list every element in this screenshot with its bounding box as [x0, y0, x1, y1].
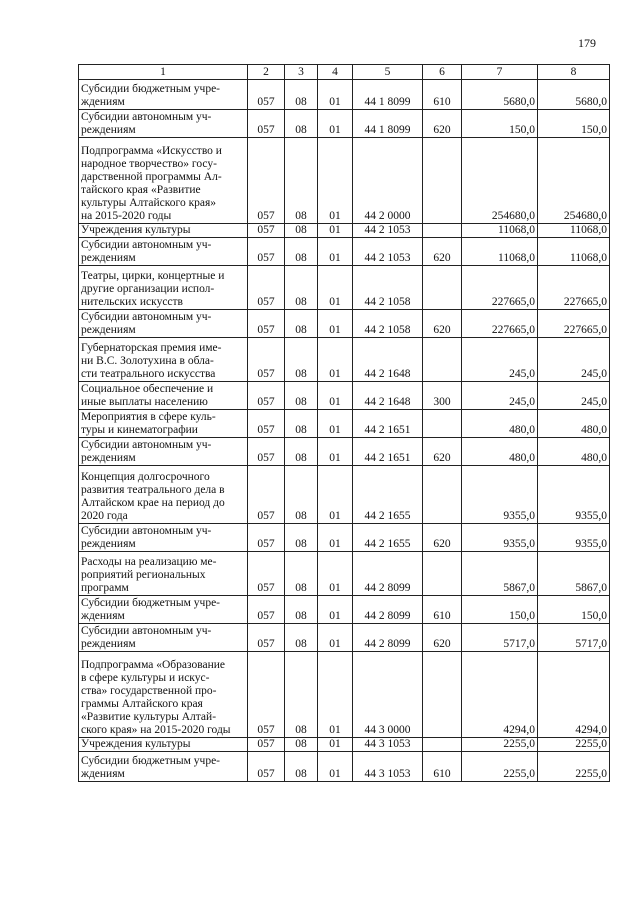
ministry-code-cell: 057	[248, 438, 285, 466]
amount-cell: 5717,0	[462, 624, 538, 652]
ministry-code-cell: 057	[248, 80, 285, 110]
section-code-cell: 08	[285, 410, 318, 438]
amount-cell: 227665,0	[462, 266, 538, 310]
column-header: 1	[79, 65, 248, 80]
amount-total-cell: 2255,0	[538, 738, 610, 752]
section-code-cell: 08	[285, 624, 318, 652]
amount-cell: 480,0	[462, 410, 538, 438]
section-code-cell: 08	[285, 652, 318, 738]
table-row	[79, 738, 610, 752]
table-header-row	[79, 65, 610, 80]
amount-cell: 227665,0	[462, 310, 538, 338]
amount-cell: 2255,0	[462, 738, 538, 752]
expense-type-cell	[423, 552, 462, 596]
column-header: 3	[285, 65, 318, 80]
amount-total-cell: 227665,0	[538, 266, 610, 310]
row-name-cell: Субсидии автономным уч- реждениям	[79, 524, 248, 552]
amount-total-cell: 254680,0	[538, 138, 610, 224]
section-code-cell: 08	[285, 310, 318, 338]
table-row	[79, 238, 610, 266]
table-row	[79, 138, 610, 224]
amount-total-cell: 5717,0	[538, 624, 610, 652]
amount-total-cell: 480,0	[538, 438, 610, 466]
amount-total-cell: 150,0	[538, 110, 610, 138]
table-row	[79, 80, 610, 110]
target-article-cell: 44 2 1655	[353, 466, 423, 524]
target-article-cell: 44 3 0000	[353, 652, 423, 738]
expense-type-cell	[423, 466, 462, 524]
subsection-code-cell: 01	[318, 80, 353, 110]
ministry-code-cell: 057	[248, 624, 285, 652]
row-name-cell: Субсидии автономным уч- реждениям	[79, 624, 248, 652]
amount-total-cell: 11068,0	[538, 238, 610, 266]
ministry-code-cell: 057	[248, 310, 285, 338]
amount-total-cell: 9355,0	[538, 524, 610, 552]
ministry-code-cell: 057	[248, 466, 285, 524]
subsection-code-cell: 01	[318, 652, 353, 738]
table-row	[79, 524, 610, 552]
page-number: 179	[578, 36, 596, 50]
row-name-cell: Субсидии автономным уч- реждениям	[79, 438, 248, 466]
column-header: 7	[462, 65, 538, 80]
table-row	[79, 596, 610, 624]
subsection-code-cell: 01	[318, 382, 353, 410]
expense-type-cell: 610	[423, 752, 462, 782]
amount-cell: 11068,0	[462, 238, 538, 266]
subsection-code-cell: 01	[318, 310, 353, 338]
amount-total-cell: 11068,0	[538, 224, 610, 238]
section-code-cell: 08	[285, 138, 318, 224]
amount-total-cell: 150,0	[538, 596, 610, 624]
amount-total-cell: 227665,0	[538, 310, 610, 338]
target-article-cell: 44 3 1053	[353, 738, 423, 752]
amount-total-cell: 480,0	[538, 410, 610, 438]
row-name-cell: Театры, цирки, концертные и другие организации испол- нительских искусств	[79, 266, 248, 310]
table-row	[79, 438, 610, 466]
row-name-cell: Подпрограмма «Образование в сфере культуры и искус- ства» государственной про- граммы Алтайского края «Развитие культуры Алтай- ского края» на 2015-2020 годы	[79, 652, 248, 738]
expense-type-cell: 610	[423, 596, 462, 624]
section-code-cell: 08	[285, 382, 318, 410]
ministry-code-cell: 057	[248, 752, 285, 782]
expense-type-cell: 620	[423, 524, 462, 552]
target-article-cell: 44 2 8099	[353, 596, 423, 624]
target-article-cell: 44 2 1655	[353, 524, 423, 552]
amount-cell: 480,0	[462, 438, 538, 466]
amount-total-cell: 245,0	[538, 382, 610, 410]
column-header: 5	[353, 65, 423, 80]
amount-total-cell: 9355,0	[538, 466, 610, 524]
subsection-code-cell: 01	[318, 266, 353, 310]
subsection-code-cell: 01	[318, 752, 353, 782]
row-name-cell: Субсидии автономным уч- реждениям	[79, 110, 248, 138]
section-code-cell: 08	[285, 752, 318, 782]
table-row	[79, 266, 610, 310]
expense-type-cell	[423, 138, 462, 224]
expense-type-cell: 620	[423, 238, 462, 266]
row-name-cell: Губернаторская премия име- ни В.С. Золотухина в обла- сти театрального искусства	[79, 338, 248, 382]
ministry-code-cell: 057	[248, 266, 285, 310]
expense-type-cell: 620	[423, 310, 462, 338]
ministry-code-cell: 057	[248, 738, 285, 752]
ministry-code-cell: 057	[248, 382, 285, 410]
column-header: 4	[318, 65, 353, 80]
row-name-cell: Субсидии бюджетным учре- ждениям	[79, 752, 248, 782]
row-name-cell: Социальное обеспечение и иные выплаты населению	[79, 382, 248, 410]
table-row	[79, 338, 610, 382]
amount-total-cell: 5867,0	[538, 552, 610, 596]
subsection-code-cell: 01	[318, 138, 353, 224]
target-article-cell: 44 2 1053	[353, 224, 423, 238]
section-code-cell: 08	[285, 238, 318, 266]
ministry-code-cell: 057	[248, 224, 285, 238]
ministry-code-cell: 057	[248, 552, 285, 596]
amount-cell: 9355,0	[462, 524, 538, 552]
table-row	[79, 382, 610, 410]
table-row	[79, 752, 610, 782]
target-article-cell: 44 1 8099	[353, 80, 423, 110]
table-body	[79, 80, 610, 782]
table-row	[79, 224, 610, 238]
section-code-cell: 08	[285, 738, 318, 752]
expense-type-cell	[423, 738, 462, 752]
target-article-cell: 44 3 1053	[353, 752, 423, 782]
column-header: 8	[538, 65, 610, 80]
budget-table	[78, 64, 610, 782]
amount-cell: 5867,0	[462, 552, 538, 596]
amount-total-cell: 245,0	[538, 338, 610, 382]
row-name-cell: Субсидии автономным уч- реждениям	[79, 238, 248, 266]
target-article-cell: 44 2 1058	[353, 266, 423, 310]
section-code-cell: 08	[285, 466, 318, 524]
row-name-cell: Подпрограмма «Искусство и народное творчество» госу- дарственной программы Ал- тайского края «Развитие культуры Алтайского края» на 2015-2020 годы	[79, 138, 248, 224]
amount-total-cell: 5680,0	[538, 80, 610, 110]
amount-cell: 9355,0	[462, 466, 538, 524]
row-name-cell: Расходы на реализацию ме- роприятий региональных программ	[79, 552, 248, 596]
target-article-cell: 44 2 8099	[353, 552, 423, 596]
table-row	[79, 410, 610, 438]
target-article-cell: 44 2 0000	[353, 138, 423, 224]
expense-type-cell	[423, 652, 462, 738]
subsection-code-cell: 01	[318, 238, 353, 266]
ministry-code-cell: 057	[248, 596, 285, 624]
expense-type-cell	[423, 410, 462, 438]
target-article-cell: 44 2 1058	[353, 310, 423, 338]
table-row	[79, 652, 610, 738]
amount-cell: 150,0	[462, 110, 538, 138]
ministry-code-cell: 057	[248, 410, 285, 438]
table-row	[79, 466, 610, 524]
expense-type-cell	[423, 224, 462, 238]
ministry-code-cell: 057	[248, 110, 285, 138]
amount-cell: 150,0	[462, 596, 538, 624]
amount-cell: 245,0	[462, 338, 538, 382]
subsection-code-cell: 01	[318, 552, 353, 596]
subsection-code-cell: 01	[318, 110, 353, 138]
table-row	[79, 552, 610, 596]
section-code-cell: 08	[285, 438, 318, 466]
target-article-cell: 44 2 1648	[353, 382, 423, 410]
ministry-code-cell: 057	[248, 652, 285, 738]
section-code-cell: 08	[285, 80, 318, 110]
subsection-code-cell: 01	[318, 410, 353, 438]
row-name-cell: Учреждения культуры	[79, 224, 248, 238]
row-name-cell: Мероприятия в сфере куль- туры и кинематографии	[79, 410, 248, 438]
ministry-code-cell: 057	[248, 138, 285, 224]
expense-type-cell	[423, 338, 462, 382]
target-article-cell: 44 2 1648	[353, 338, 423, 382]
target-article-cell: 44 2 1651	[353, 438, 423, 466]
table-row	[79, 624, 610, 652]
section-code-cell: 08	[285, 338, 318, 382]
section-code-cell: 08	[285, 266, 318, 310]
subsection-code-cell: 01	[318, 738, 353, 752]
subsection-code-cell: 01	[318, 466, 353, 524]
subsection-code-cell: 01	[318, 524, 353, 552]
target-article-cell: 44 2 1053	[353, 238, 423, 266]
expense-type-cell	[423, 266, 462, 310]
column-header: 6	[423, 65, 462, 80]
expense-type-cell: 300	[423, 382, 462, 410]
target-article-cell: 44 2 8099	[353, 624, 423, 652]
table-row	[79, 310, 610, 338]
amount-cell: 245,0	[462, 382, 538, 410]
amount-total-cell: 4294,0	[538, 652, 610, 738]
expense-type-cell: 620	[423, 438, 462, 466]
section-code-cell: 08	[285, 524, 318, 552]
amount-cell: 11068,0	[462, 224, 538, 238]
expense-type-cell: 620	[423, 110, 462, 138]
row-name-cell: Субсидии бюджетным учре- ждениям	[79, 80, 248, 110]
row-name-cell: Учреждения культуры	[79, 738, 248, 752]
subsection-code-cell: 01	[318, 596, 353, 624]
section-code-cell: 08	[285, 224, 318, 238]
table-row	[79, 110, 610, 138]
target-article-cell: 44 1 8099	[353, 110, 423, 138]
subsection-code-cell: 01	[318, 338, 353, 382]
amount-cell: 2255,0	[462, 752, 538, 782]
amount-cell: 4294,0	[462, 652, 538, 738]
subsection-code-cell: 01	[318, 438, 353, 466]
section-code-cell: 08	[285, 552, 318, 596]
section-code-cell: 08	[285, 596, 318, 624]
amount-cell: 5680,0	[462, 80, 538, 110]
ministry-code-cell: 057	[248, 238, 285, 266]
expense-type-cell: 610	[423, 80, 462, 110]
section-code-cell: 08	[285, 110, 318, 138]
row-name-cell: Концепция долгосрочного развития театрального дела в Алтайском крае на период до 2020 года	[79, 466, 248, 524]
row-name-cell: Субсидии бюджетным учре- ждениям	[79, 596, 248, 624]
row-name-cell: Субсидии автономным уч- реждениям	[79, 310, 248, 338]
target-article-cell: 44 2 1651	[353, 410, 423, 438]
subsection-code-cell: 01	[318, 224, 353, 238]
expense-type-cell: 620	[423, 624, 462, 652]
column-header: 2	[248, 65, 285, 80]
subsection-code-cell: 01	[318, 624, 353, 652]
amount-total-cell: 2255,0	[538, 752, 610, 782]
ministry-code-cell: 057	[248, 338, 285, 382]
ministry-code-cell: 057	[248, 524, 285, 552]
amount-cell: 254680,0	[462, 138, 538, 224]
